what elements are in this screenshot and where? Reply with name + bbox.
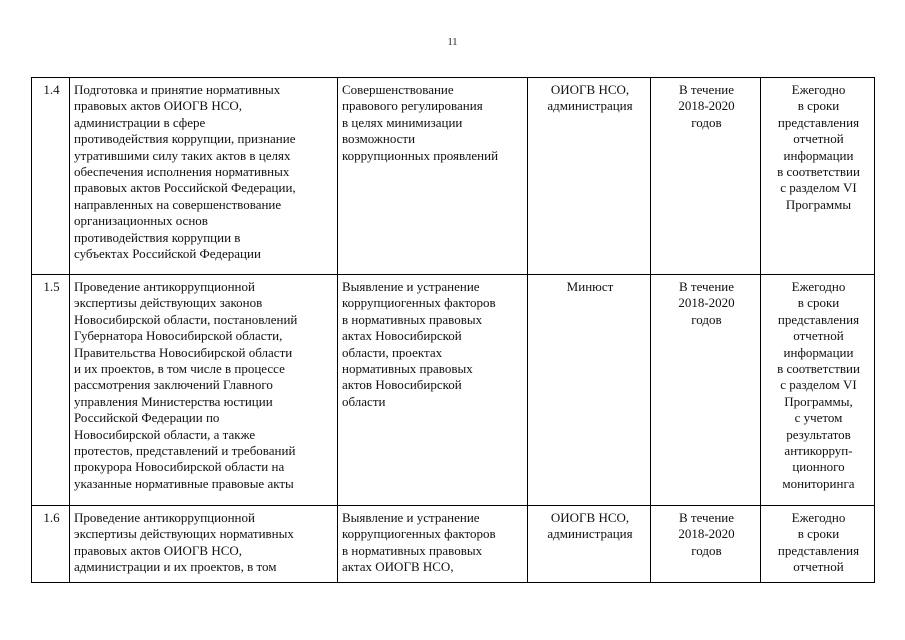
page-number: 11 [447,37,458,48]
reporting-cell: Ежегодно в сроки представления отчетной информации в соответствии с разделом VI Программы, с учетом результатов антикорруп- ционного мониторинга [761,275,875,506]
deadline-cell: В течение 2018-2020 годов [651,78,761,275]
measure-cell: Подготовка и принятие нормативных правовых актов ОИОГВ НСО, администрации в сфере противодействия коррупции, признание утратившими силу таких актов в целях обеспечения исполнения нормативных правовых актов Российской Федерации, направленных на совершенствование организационных основ противодействия коррупции в субъектах Российской Федерации [70,78,338,275]
executor-cell: ОИОГВ НСО, администрация [528,506,651,583]
reporting-cell: Ежегодно в сроки представления отчетной информации в соответствии с разделом VI Программы [761,78,875,275]
item-number: 1.4 [32,78,70,275]
deadline-cell: В течение 2018-2020 годов [651,506,761,583]
item-number: 1.5 [32,275,70,506]
table-row [32,78,875,275]
executor-cell: ОИОГВ НСО, администрация [528,78,651,275]
measure-cell: Проведение антикоррупционной экспертизы действующих законов Новосибирской области, постановлений Губернатора Новосибирской области, Правительства Новосибирской области и их проектов, в том числе в процессе рассмотрения заключений Главного управления Министерства юстиции Российской Федерации по Новосибирской области, а также протестов, представлений и требований прокурора Новосибирской области на указанные нормативные правовые акты [70,275,338,506]
reporting-cell: Ежегодно в сроки представления отчетной [761,506,875,583]
table-row [32,506,875,583]
item-number: 1.6 [32,506,70,583]
executor-cell: Минюст [528,275,651,506]
deadline-cell: В течение 2018-2020 годов [651,275,761,506]
expected-result-cell: Выявление и устранение коррупциогенных факторов в нормативных правовых актах Новосибирской области, проектах нормативных правовых актов Новосибирской области [338,275,528,506]
table-row [32,275,875,506]
measure-cell: Проведение антикоррупционной экспертизы действующих нормативных правовых актов ОИОГВ НСО, администрации и их проектов, в том [70,506,338,583]
expected-result-cell: Выявление и устранение коррупциогенных факторов в нормативных правовых актах ОИОГВ НСО, [338,506,528,583]
measures-table [31,77,875,583]
expected-result-cell: Совершенствование правового регулирования в целях минимизации возможности коррупционных проявлений [338,78,528,275]
